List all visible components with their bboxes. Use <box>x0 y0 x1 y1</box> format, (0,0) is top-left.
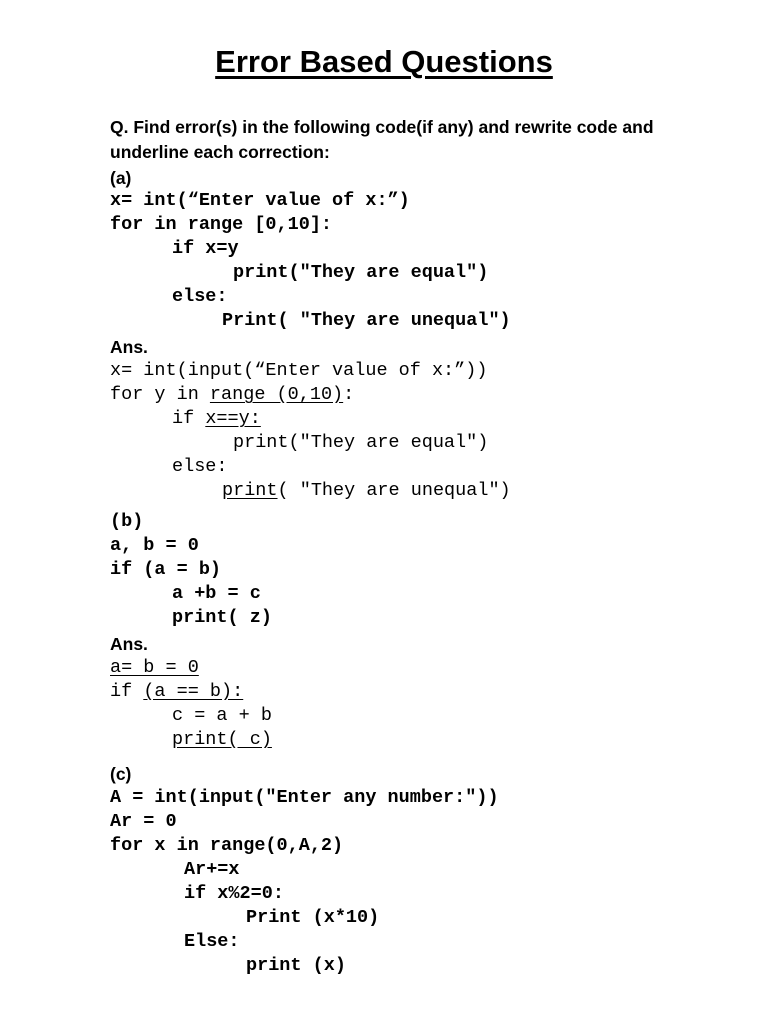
part-c-code-line: print (x) <box>246 955 346 976</box>
part-c-code-line: Else: <box>184 931 240 952</box>
part-b-label: (b) <box>110 511 144 532</box>
part-b-answer-line: c = a + b <box>172 705 272 726</box>
part-b-code-line: print( z) <box>172 607 272 628</box>
page-title: Error Based Questions <box>215 44 553 79</box>
question-text-line-1: Q. Find error(s) in the following code(if any) and rewrite code and <box>110 117 654 137</box>
part-a-ans-label: Ans. <box>110 337 148 357</box>
part-a-code-line: for in range [0,10]: <box>110 214 333 235</box>
part-b-code-line: a +b = c <box>172 583 261 604</box>
part-a-code-line: x= int(“Enter value of x:”) <box>110 190 410 211</box>
part-a-code-line: else: <box>172 286 228 307</box>
part-a-code-line: print("They are equal") <box>233 262 489 283</box>
part-b-ans-label: Ans. <box>110 634 148 654</box>
part-a-answer-line: for y in range (0,10): <box>110 384 355 405</box>
part-a-answer-line: x= int(input(“Enter value of x:”)) <box>110 360 488 381</box>
part-b-answer-line: a= b = 0 <box>110 657 199 678</box>
part-a-answer-line: else: <box>172 456 228 477</box>
part-a-label: (a) <box>110 168 132 188</box>
part-c-code-line: A = int(input("Enter any number:")) <box>110 787 499 808</box>
part-c-code-line: for x in range(0,A,2) <box>110 835 344 856</box>
part-c-code-line: Ar = 0 <box>110 811 177 832</box>
part-b-answer-line: print( c) <box>172 729 272 750</box>
part-a-code-line: Print( "They are unequal") <box>222 310 511 331</box>
part-a-code-line: if x=y <box>172 238 239 259</box>
part-c-code-line: if x%2=0: <box>184 883 284 904</box>
part-b-code-line: if (a = b) <box>110 559 222 580</box>
part-a-answer-line: print( "They are unequal") <box>222 480 511 501</box>
part-a-answer-line: if x==y: <box>172 408 261 429</box>
part-a-answer-line: print("They are equal") <box>233 432 489 453</box>
part-b-code-line: a, b = 0 <box>110 535 199 556</box>
part-c-code-line: Ar+=x <box>184 859 240 880</box>
part-c-code-line: Print (x*10) <box>246 907 380 928</box>
question-text-line-2: underline each correction: <box>110 142 330 162</box>
part-c-label: (c) <box>110 764 132 784</box>
part-b-answer-line: if (a == b): <box>110 681 244 702</box>
